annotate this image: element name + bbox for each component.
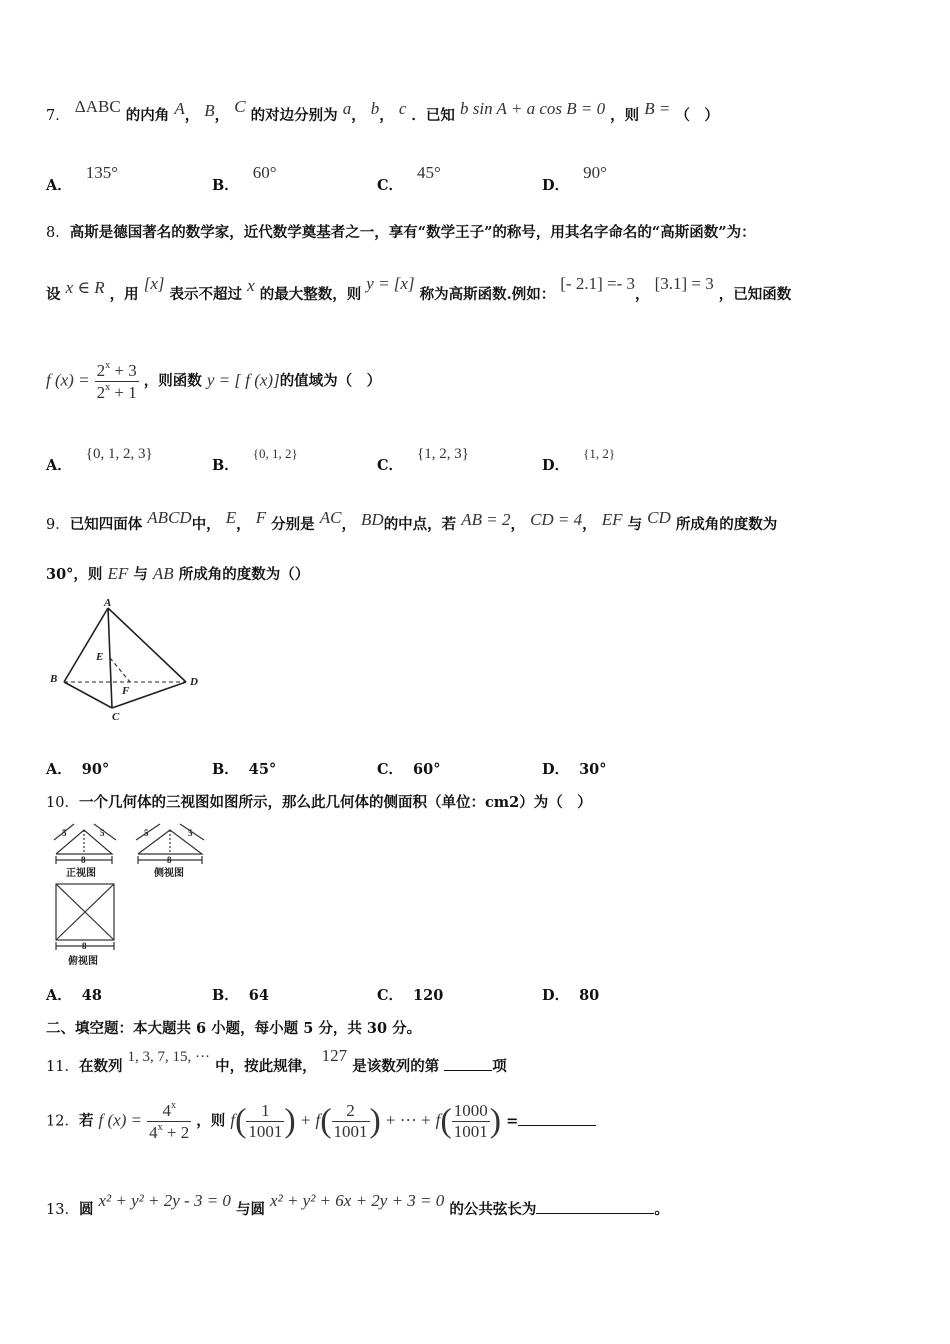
question-number: 9． [46, 517, 70, 533]
side-base-label: 8 [167, 855, 172, 865]
text: 所成角的度数为（） [178, 566, 310, 583]
math-B: B [204, 101, 215, 120]
question-8-line3 [46, 360, 381, 403]
option-value: {1, 2, 3} [417, 446, 469, 462]
question-9-line2 [46, 563, 309, 584]
text: 30°，则 [46, 566, 103, 583]
left-paren: ( [320, 1102, 332, 1140]
text: 所成角的度数为 [675, 516, 778, 533]
option-value: 90° [583, 163, 607, 182]
denominator: 1001 [333, 1122, 368, 1141]
point-label-e: E [96, 651, 104, 663]
question-9 [46, 508, 778, 534]
option-c[interactable] [377, 984, 443, 1005]
three-view-figure [46, 818, 226, 970]
text: ，则 [610, 107, 640, 124]
text: 的公共弦长为 [449, 1201, 537, 1218]
option-label: C． [377, 987, 404, 1004]
option-b[interactable] [212, 446, 298, 475]
fraction [246, 1101, 284, 1142]
text: 表示不超过 [169, 286, 243, 303]
separator: ， [214, 107, 230, 124]
option-value: 30° [579, 761, 607, 778]
text: 已知四面体 [69, 516, 143, 533]
math-BD: BD [361, 510, 384, 529]
math-AC: AC [319, 508, 342, 527]
separator: ， [351, 107, 366, 124]
math-floor-x: [x] [143, 274, 165, 293]
math-127: 127 [321, 1046, 348, 1065]
option-label: A． [46, 177, 72, 194]
denominator-base: 4 [149, 1123, 158, 1142]
text: 圆 [78, 1201, 94, 1218]
option-b[interactable] [212, 758, 276, 779]
option-d[interactable] [542, 163, 607, 195]
option-label: D． [542, 987, 570, 1004]
numerator: 1 [246, 1101, 284, 1122]
text: 项 [492, 1058, 507, 1075]
option-d[interactable] [542, 446, 616, 475]
exponent: x [105, 360, 111, 371]
option-value: 120 [413, 987, 444, 1004]
text: 。 [654, 1201, 669, 1218]
text: ．已知 [411, 107, 455, 124]
fraction [95, 360, 139, 403]
text: 是该数列的第 [352, 1058, 440, 1075]
option-label: A． [46, 761, 72, 778]
answer-blank[interactable] [518, 1125, 596, 1126]
option-value: 45° [417, 163, 441, 182]
separator: ， [341, 516, 356, 533]
math-example-1: [- 2.1] =- 3 [560, 274, 635, 293]
tetrahedron-figure [46, 596, 216, 726]
text: 一个几何体的三视图如图所示，那么此几何体的侧面积（单位：cm2）为（ ） [78, 794, 592, 811]
math-B-equals: B = [644, 99, 671, 118]
option-value: {1, 2} [583, 446, 616, 461]
question-number: 8． [46, 225, 70, 241]
side-view-label: 侧视图 [154, 868, 184, 879]
denominator-rest: + 2 [162, 1123, 190, 1142]
math-EF: EF [601, 510, 623, 529]
math-circle-1: x² + y² + 2y - 3 = 0 [98, 1191, 231, 1210]
answer-blank[interactable] [536, 1213, 654, 1214]
option-value: 90° [81, 761, 110, 778]
text: ，则 [196, 1112, 226, 1130]
answer-bracket: （ ） [675, 107, 719, 124]
option-a[interactable] [46, 163, 119, 195]
top-base-label: 8 [82, 941, 87, 951]
option-value: 80 [579, 987, 600, 1004]
math-AB-2: AB = 2 [461, 510, 511, 529]
text: 的对边分别为 [250, 107, 338, 124]
option-label: D． [542, 761, 570, 778]
separator: ， [582, 516, 597, 533]
option-label: A． [46, 987, 72, 1004]
front-base-label: 8 [81, 855, 86, 865]
option-value: 45° [248, 761, 277, 778]
option-b[interactable] [212, 163, 277, 195]
option-value: 48 [81, 987, 102, 1004]
exponent: x [157, 1122, 163, 1133]
option-value: {0, 1, 2} [252, 446, 298, 461]
option-label: C． [377, 457, 404, 474]
side-slant-label: 5 [188, 828, 193, 838]
vertex-label-d: D [190, 676, 198, 688]
exponent: x [170, 1100, 176, 1111]
text: 高斯是德国著名的数学家，近代数学奠基者之一，享有“数学王子”的称号，用其名字命名的“高斯函数”为： [69, 224, 756, 241]
question-12 [46, 1100, 596, 1143]
question-13 [46, 1191, 669, 1219]
text: 与圆 [235, 1201, 265, 1218]
math-a: a [342, 99, 352, 118]
vertex-label-c: C [112, 711, 120, 723]
option-value: 60° [252, 163, 277, 182]
question-8 [46, 221, 756, 242]
option-c[interactable] [377, 758, 440, 779]
math-ABCD: ABCD [147, 508, 192, 527]
math-EF: EF [107, 564, 129, 583]
denominator: 1001 [248, 1122, 283, 1141]
option-label: B． [212, 177, 239, 194]
text: 与 [627, 516, 643, 533]
top-view-label: 俯视图 [68, 956, 98, 967]
text: 在数列 [78, 1058, 123, 1075]
equals-sign: = [506, 1112, 519, 1130]
separator: ， [379, 107, 394, 124]
text: ，则函数 [143, 372, 202, 390]
separator: ， [184, 107, 200, 124]
separator: ， [236, 516, 251, 533]
math-f: f [230, 1110, 236, 1130]
math-y-floor: y = [x] [366, 274, 415, 293]
left-paren: ( [440, 1102, 452, 1140]
math-c: c [398, 99, 407, 118]
vertex-label-a: A [104, 597, 112, 609]
denominator-base: 2 [96, 383, 106, 402]
option-value: {0, 1, 2, 3} [85, 446, 153, 462]
option-value: 60° [413, 761, 441, 778]
math-C: C [234, 97, 246, 116]
text: 中，按此规律， [215, 1058, 317, 1075]
numerator-base: 2 [96, 361, 106, 380]
math-b: b [370, 99, 380, 118]
math-f: f [435, 1110, 441, 1130]
question-number: 11． [46, 1059, 79, 1075]
text: 的最大整数，则 [259, 286, 362, 303]
plus-sign: + [300, 1110, 311, 1130]
denominator: 1001 [453, 1122, 488, 1141]
option-c[interactable] [377, 163, 441, 195]
math-triangle: ΔABC [74, 97, 121, 116]
section-heading: 二、填空题：本大题共 6 小题，每小题 5 分，共 30 分。 [46, 1020, 422, 1037]
option-label: B． [212, 457, 239, 474]
math-CD: CD [647, 508, 671, 527]
question-number: 13． [46, 1202, 79, 1218]
option-a[interactable] [46, 446, 153, 475]
answer-blank[interactable] [444, 1070, 492, 1071]
question-number: 7． [46, 108, 70, 124]
text: ，已知函数 [718, 286, 792, 303]
option-label: D． [542, 457, 570, 474]
text: 称为高斯函数.例如： [419, 286, 556, 303]
text: 的内角 [125, 107, 170, 124]
numerator-base: 4 [162, 1101, 171, 1120]
fraction [332, 1101, 370, 1142]
left-paren: ( [235, 1102, 247, 1140]
numerator-rest: + 3 [110, 361, 137, 380]
option-c[interactable] [377, 446, 469, 475]
denominator-rest: + 1 [110, 383, 137, 402]
ellipsis-sum: + ··· + [385, 1110, 431, 1130]
question-8-line2 [46, 274, 792, 304]
side-slant-label: 5 [144, 828, 149, 838]
option-label: A． [46, 457, 72, 474]
option-label: B． [212, 987, 239, 1004]
math-condition: b sin A + a cos B = 0 [459, 99, 606, 118]
fraction [452, 1101, 490, 1142]
math-F: F [255, 508, 267, 527]
separator: ， [635, 286, 650, 303]
text: 中， [191, 516, 221, 533]
text: 与 [133, 566, 148, 583]
option-d[interactable] [542, 758, 607, 779]
question-number: 10． [46, 795, 79, 811]
point-label-f: F [122, 685, 130, 697]
exponent: x [105, 382, 111, 393]
math-y-floor-f: y = [ f (x)] [206, 370, 280, 390]
front-slant-label: 5 [100, 828, 105, 838]
right-paren: ) [284, 1102, 296, 1140]
numerator: 1000 [453, 1101, 488, 1120]
math-A: A [174, 99, 185, 118]
vertex-label-b: B [50, 673, 58, 685]
math-circle-2: x² + y² + 6x + 2y + 3 = 0 [270, 1191, 445, 1210]
question-7 [46, 97, 719, 125]
option-a[interactable] [46, 984, 102, 1005]
option-label: B． [212, 761, 239, 778]
math-E: E [225, 508, 237, 527]
option-label: D． [542, 177, 570, 194]
math-x-in-R: x ∈ R [65, 278, 105, 297]
right-paren: ) [489, 1102, 502, 1140]
math-f: f [315, 1110, 321, 1130]
question-10 [46, 791, 592, 812]
text: 的中点，若 [383, 516, 457, 533]
front-slant-label: 5 [62, 828, 67, 838]
option-b[interactable] [212, 984, 269, 1005]
text: 的值域为（ ） [279, 372, 382, 390]
option-d[interactable] [542, 984, 599, 1005]
text: ，用 [109, 286, 139, 303]
question-11 [46, 1046, 507, 1076]
option-label: C． [377, 177, 404, 194]
text: 设 [46, 286, 61, 303]
math-x: x [247, 276, 255, 295]
option-value: 64 [248, 987, 269, 1004]
text: 若 [78, 1112, 94, 1130]
math-f-lhs: f (x) = [46, 370, 90, 390]
front-view-label: 正视图 [66, 868, 96, 879]
right-paren: ) [369, 1102, 381, 1140]
numerator: 2 [332, 1101, 370, 1122]
math-example-2: [3.1] = 3 [654, 274, 714, 293]
option-value: 135° [85, 163, 119, 182]
option-label: C． [377, 761, 404, 778]
separator: ， [510, 516, 525, 533]
math-sequence: 1, 3, 7, 15, ··· [127, 1049, 211, 1065]
fraction [147, 1100, 191, 1143]
text: 分别是 [271, 516, 315, 533]
question-number: 12． [46, 1113, 79, 1130]
math-AB: AB [152, 564, 174, 583]
option-a[interactable] [46, 758, 109, 779]
math-f-lhs: f (x) = [98, 1110, 143, 1130]
math-CD-4: CD = 4 [530, 510, 583, 529]
